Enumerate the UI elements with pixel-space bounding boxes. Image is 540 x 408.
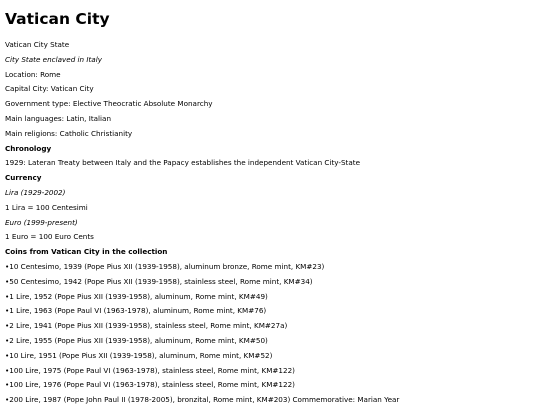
currency-lira-subdivision: 1 Lira = 100 Centesimi [5,202,88,212]
government-type: Government type: Elective Theocratic Absolute Monarchy [5,99,213,109]
bullet-icon: • [5,380,10,390]
official-name: Vatican City State [5,40,70,49]
collection-heading: Coins from Vatican City in the collection [5,247,168,257]
bullet-icon: • [5,335,10,345]
coin-description: 100 Lire, 1976 (Pope Paul VI (1963-1978), stainless steel, Rome mint, KM#122) [9,380,295,390]
currency-heading: Currency [5,173,42,183]
coin-description: 50 Centesimo, 1942 (Pope Pius XII (1939-1958), stainless steel, Rome mint, KM#34) [9,276,313,286]
coin-description: 1 Lire, 1963 (Pope Paul VI (1963-1978), aluminum, Rome mint, KM#76) [9,306,267,316]
coin-description: 2 Lire, 1941 (Pope Pius XII (1939-1958), stainless steel, Rome mint, KM#27a) [9,321,288,331]
list-item [5,364,540,379]
coin-list [5,260,540,408]
country-info [5,38,540,260]
bullet-icon: • [5,276,10,286]
list-item [5,319,540,334]
currency-lira: Lira (1929-2002) [5,187,66,197]
bullet-icon: • [5,306,10,316]
list-item [5,290,540,305]
currency-euro-subdivision: 1 Euro = 100 Euro Cents [5,232,94,242]
list-item [5,275,540,290]
page-title: Vatican City [5,10,110,28]
bullet-icon: • [5,365,10,375]
list-item [5,349,540,364]
coin-description: 2 Lire, 1955 (Pope Pius XII (1939-1958), aluminum, Rome mint, KM#50) [9,335,268,345]
list-item [5,334,540,349]
country-description: City State enclaved in Italy [5,54,102,64]
bullet-icon: • [5,395,10,405]
coin-description: 200 Lire, 1987 (Pope John Paul II (1978-2005), bronzital, Rome mint, KM#203) Commemorative: Marian Year [9,395,400,405]
chronology-heading: Chronology [5,143,52,153]
location: Location: Rome [5,69,61,79]
coin-description: 1 Lire, 1952 (Pope Pius XII (1939-1958), aluminum, Rome mint, KM#49) [9,291,268,301]
currency-euro: Euro (1999-present) [5,217,78,227]
main-languages: Main languages: Latin, Italian [5,113,112,123]
list-item [5,304,540,319]
list-item [5,260,540,275]
list-item [5,378,540,393]
bullet-icon: • [5,261,10,271]
capital-city: Capital City: Vatican City [5,84,94,94]
bullet-icon: • [5,321,10,331]
coin-description: 100 Lire, 1975 (Pope Paul VI (1963-1978), stainless steel, Rome mint, KM#122) [9,365,295,375]
bullet-icon: • [5,291,10,301]
list-item [5,393,540,408]
coin-description: 10 Centesimo, 1939 (Pope Pius XII (1939-1958), aluminum bronze, Rome mint, KM#23) [9,261,325,271]
coin-description: 10 Lire, 1951 (Pope Pius XII (1939-1958), aluminum, Rome mint, KM#52) [9,350,273,360]
bullet-icon: • [5,350,10,360]
main-religions: Main religions: Catholic Christianity [5,128,133,138]
chronology-entry: 1929: Lateran Treaty between Italy and the Papacy establishes the independent Vatican City-State [5,158,361,168]
